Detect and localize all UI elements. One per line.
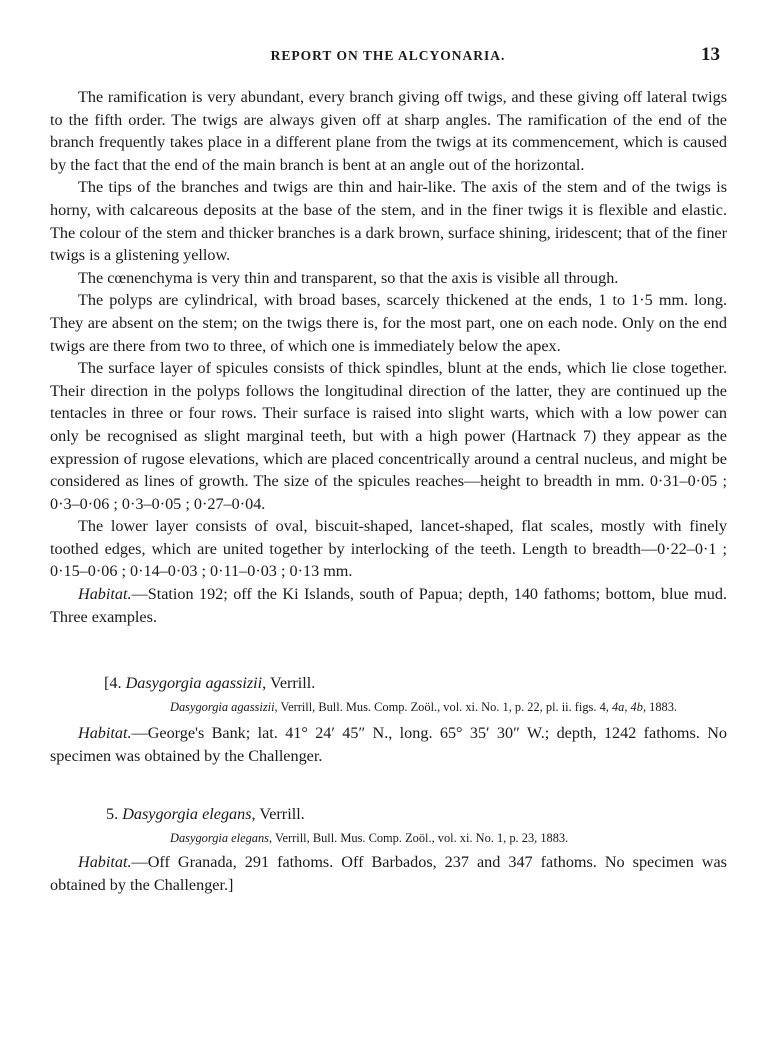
- entry-5-habitat: [50, 851, 727, 896]
- body-text: [50, 86, 727, 897]
- page-number: 13: [701, 44, 720, 65]
- paragraph-surface-spicules: The surface layer of spicules consists of thick spindles, blunt at the ends, which lie close together. Their direction in the polyps follows the longitudinal direction of the latter, they are continued up the tentacles in three or four rows. Their surface is raised into slight warts, which with a low power can only be recognised as slight marginal teeth, but with a high power (Hartnack 7) they appear as the expression of rugose elevations, which are placed concentrically around a central nucleus, and might be considered as lines of growth. The size of the spicules reaches—height to breadth in mm. 0·31–0·05 ; 0·3–0·06 ; 0·3–0·05 ; 0·27–0·04.: [50, 359, 727, 513]
- entry-5-ref-text: , Verrill, Bull. Mus. Comp. Zoöl., vol. xi. No. 1, p. 23, 1883.: [269, 831, 569, 846]
- entry-4-ref-name: Dasygorgia agassizii: [170, 700, 275, 715]
- entry-4-ref-text: , Verrill, Bull. Mus. Comp. Zoöl., vol. xi. No. 1, p. 22, pl. ii. figs. 4,: [274, 700, 612, 715]
- entry-5-ref-name: Dasygorgia elegans: [170, 831, 269, 846]
- paragraph-lower-layer: The lower layer consists of oval, biscuit-shaped, lancet-shaped, flat scales, mostly with finely toothed edges, which are united together by interlocking of the teeth. Length to breadth—0·22–0·1 ; 0·15–0·06 ; 0·14–0·03 ; 0·11–0·03 ; 0·13 mm.: [50, 517, 727, 581]
- entry-5-reference: [50, 829, 727, 847]
- paragraph-polyps: The polyps are cylindrical, with broad bases, scarcely thickened at the ends, 1 to 1·5 mm. long. They are absent on the stem; on the twigs there is, for the most part, one on each node. Only on the end twigs are there from two to three, of which one is immediately below the apex.: [50, 291, 727, 355]
- entry-4-habitat-label: Habitat.: [78, 724, 132, 743]
- entry-4-author: , Verrill.: [262, 674, 316, 693]
- habitat-paragraph: [50, 583, 727, 628]
- entry-5-heading: [50, 803, 727, 825]
- entry-5-habitat-label: Habitat.: [78, 853, 132, 872]
- spacer: [50, 767, 727, 803]
- entry-4-species: Dasygorgia agassizii: [125, 674, 263, 693]
- entry-5-habitat-text: —Off Granada, 291 fathoms. Off Barbados, 237 and 347 fathoms. No specimen was obtained by the Challenger.]: [50, 853, 727, 895]
- habitat-text: —Station 192; off the Ki Islands, south of Papua; depth, 140 fathoms; bottom, blue mud. Three examples.: [50, 585, 727, 626]
- running-title: REPORT ON THE ALCYONARIA.: [270, 48, 506, 63]
- entry-5-species: Dasygorgia elegans: [122, 805, 252, 824]
- spacer: [50, 628, 727, 672]
- entry-5-author: , Verrill.: [251, 805, 305, 824]
- entry-4-ref-year: , 1883.: [642, 700, 678, 715]
- paragraph-ramification: The ramification is very abundant, every branch giving off twigs, and these giving off lateral twigs to the fifth order. The twigs are always given off at sharp angles. The ramification of the end of the branch frequently takes place in a different plane from the twigs at its commencement, which is caused by the fact that the end of the main branch is bent at an angle out of the horizontal.: [50, 88, 727, 174]
- entry-4-prefix: [4.: [104, 674, 126, 693]
- paragraph-coenenchyma: The cœnenchyma is very thin and transparent, so that the axis is visible all through.: [78, 268, 619, 287]
- entry-4-habitat: [50, 722, 727, 767]
- entry-4-habitat-block: [50, 722, 727, 767]
- entry-4-reference: [50, 698, 727, 716]
- entry-4-ref-figs: 4a, 4b: [611, 700, 643, 715]
- entry-4-habitat-text: —George's Bank; lat. 41° 24′ 45″ N., long. 65° 35′ 30″ W.; depth, 1242 fathoms. No specimen was obtained by the Challenger.: [50, 724, 727, 765]
- page-header: [0, 44, 776, 68]
- entry-5-prefix: 5.: [106, 805, 123, 824]
- entry-4-heading: [50, 672, 727, 694]
- habitat-label: Habitat.: [78, 585, 132, 604]
- paragraph-tips-axis: The tips of the branches and twigs are thin and hair-like. The axis of the stem and of the twigs is horny, with calcareous deposits at the base of the stem, and in the finer twigs it is flexible and elastic. The colour of the stem and thicker branches is a dark brown, surface shining, iridescent; that of the finer twigs is a glistening yellow.: [50, 178, 727, 265]
- entry-5-habitat-block: [50, 851, 727, 896]
